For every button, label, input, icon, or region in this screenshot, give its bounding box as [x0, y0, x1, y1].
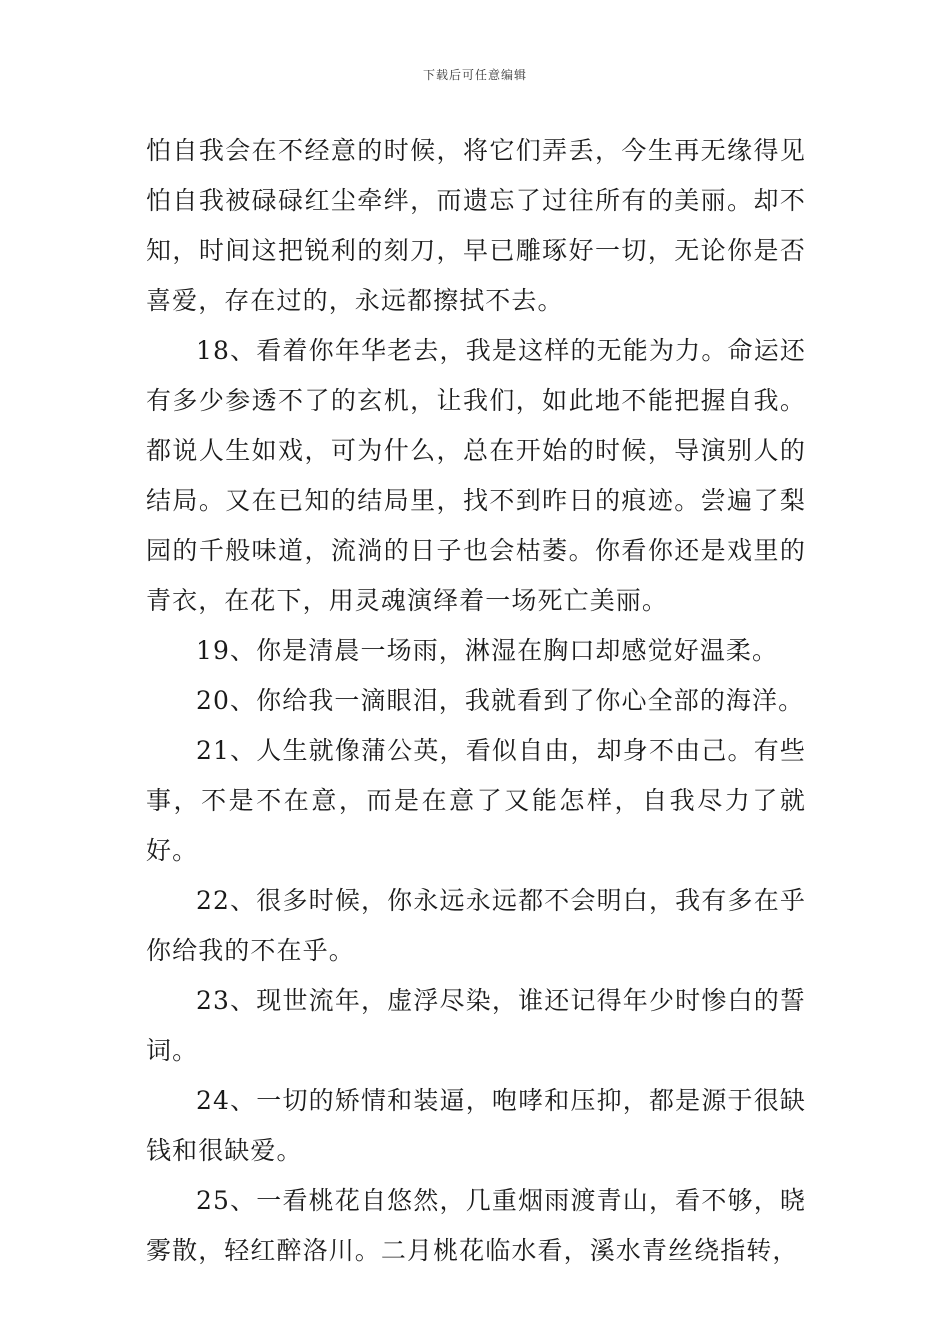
paragraph-24: 24、一切的矫情和装逼，咆哮和压抑，都是源于很缺钱和很缺爱。	[146, 1086, 806, 1165]
paragraph-20: 20、你给我一滴眼泪，我就看到了你心全部的海洋。	[196, 686, 805, 715]
paragraph-22: 22、很多时候，你永远永远都不会明白，我有多在乎你给我的不在乎。	[146, 886, 806, 965]
paragraph-21: 21、人生就像蒲公英，看似自由，却身不由己。有些事，不是不在意，而是在意了又能怎样，自我尽力了就好。	[146, 736, 806, 865]
document-body	[146, 126, 806, 1276]
paragraph-18: 18、看着你年华老去，我是这样的无能为力。命运还有多少参透不了的玄机，让我们，如此地不能把握自我。都说人生如戏，可为什么，总在开始的时候，导演别人的结局。又在已知的结局里，找不到昨日的痕迹。尝遍了梨园的千般味道，流淌的日子也会枯萎。你看你还是戏里的青衣，在花下，用灵魂演绎着一场死亡美丽。	[146, 336, 806, 615]
paragraph-23: 23、现世流年，虚浮尽染，谁还记得年少时惨白的誓词。	[146, 986, 806, 1065]
paragraph-continued: 怕自我会在不经意的时候，将它们弄丢，今生再无缘得见怕自我被碌碌红尘牵绊，而遗忘了过往所有的美丽。却不知，时间这把锐利的刻刀，早已雕琢好一切，无论你是否喜爱，存在过的，永远都擦拭不去。	[146, 136, 806, 315]
page-header: 下载后可任意编辑	[422, 68, 527, 82]
paragraph-19: 19、你是清晨一场雨，淋湿在胸口却感觉好温柔。	[196, 636, 779, 665]
paragraph-25: 25、一看桃花自悠然，几重烟雨渡青山，看不够，晓雾散，轻红醉洛川。二月桃花临水看，溪水青丝绕指转，	[146, 1186, 806, 1265]
